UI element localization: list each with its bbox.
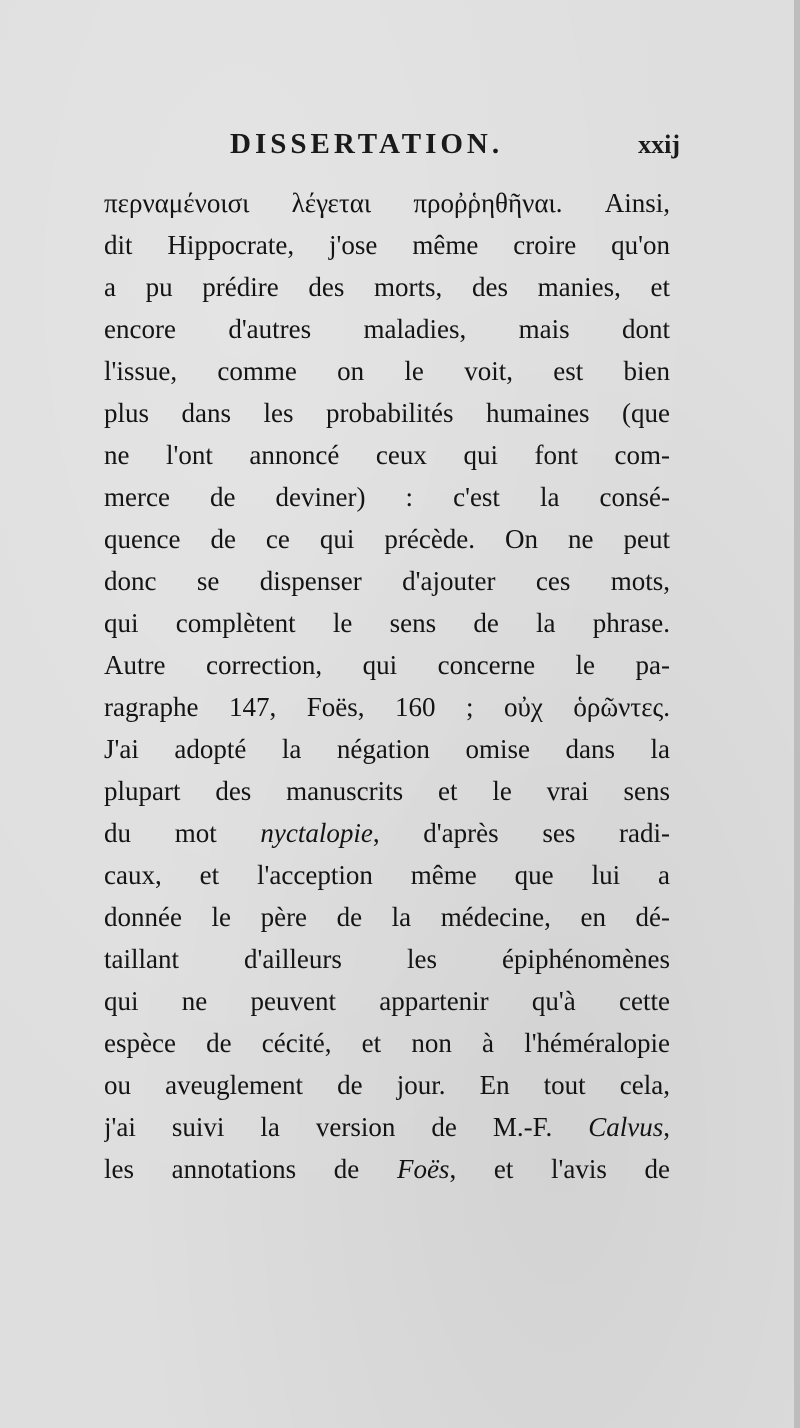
line-text: ragraphe 147, Foës, 160 ; οὐχ ὁρῶντες.: [104, 692, 670, 722]
text-line: [104, 350, 670, 392]
line-text: qui ne peuvent appartenir qu'à cette: [104, 986, 670, 1016]
line-text: ne l'ont annoncé ceux qui font com-: [104, 440, 670, 470]
text-line: [104, 770, 670, 812]
text-line: [104, 980, 670, 1022]
line-text: donc se dispenser d'ajouter ces mots,: [104, 566, 670, 596]
text-line: [104, 1064, 670, 1106]
line-text: Autre correction, qui concerne le pa-: [104, 650, 670, 680]
line-text: J'ai adopté la négation omise dans la: [104, 734, 670, 764]
text-line: [104, 1022, 670, 1064]
text-line: [104, 644, 670, 686]
text-line: [104, 728, 670, 770]
running-title: DISSERTATION.: [230, 128, 504, 160]
line-text: du mot: [104, 818, 261, 848]
text-line: [104, 812, 670, 854]
page-edge: [794, 0, 800, 1428]
line-text: j'ai suivi la version de M.-F.: [104, 1112, 589, 1142]
italic-text: nyctalopie: [260, 818, 373, 848]
text-line: [104, 392, 670, 434]
line-text: ou aveuglement de jour. En tout cela,: [104, 1070, 670, 1100]
text-line: [104, 518, 670, 560]
line-text: quence de ce qui précède. On ne peut: [104, 524, 670, 554]
text-line: [104, 938, 670, 980]
line-text: , et l'avis de: [449, 1154, 670, 1184]
line-text: l'issue, comme on le voit, est bien: [104, 356, 670, 386]
line-text: espèce de cécité, et non à l'héméralopie: [104, 1028, 670, 1058]
text-line: [104, 602, 670, 644]
text-line: [104, 854, 670, 896]
italic-text: Calvus: [588, 1112, 664, 1142]
text-line: [104, 308, 670, 350]
line-text: qui complètent le sens de la phrase.: [104, 608, 670, 638]
line-text: plupart des manuscrits et le vrai sens: [104, 776, 670, 806]
line-text: caux, et l'acception même que lui a: [104, 860, 670, 890]
text-line: [104, 182, 670, 224]
line-text: dit Hippocrate, j'ose même croire qu'on: [104, 230, 670, 260]
line-text: , d'après ses radi-: [372, 818, 670, 848]
page-header: [230, 128, 680, 172]
line-text: encore d'autres maladies, mais dont: [104, 314, 670, 344]
text-line: [104, 266, 670, 308]
line-text: les annotations de: [104, 1154, 397, 1184]
text-line: [104, 560, 670, 602]
text-line: [104, 1106, 670, 1148]
text-line: [104, 1148, 670, 1190]
text-line: [104, 476, 670, 518]
line-text: περναμένοισι λέγεται προῤῥηθῆναι. Ainsi,: [104, 188, 670, 218]
line-text: merce de deviner) : c'est la consé-: [104, 482, 670, 512]
line-text: plus dans les probabilités humaines (que: [104, 398, 670, 428]
body-text: [104, 182, 670, 1190]
text-line: [104, 434, 670, 476]
line-text: donnée le père de la médecine, en dé-: [104, 902, 670, 932]
italic-text: Foës: [396, 1154, 450, 1184]
text-line: [104, 896, 670, 938]
line-text: taillant d'ailleurs les épiphénomènes: [104, 944, 670, 974]
page-number: xxij: [638, 130, 680, 159]
text-line: [104, 686, 670, 728]
text-line: [104, 224, 670, 266]
line-text: a pu prédire des morts, des manies, et: [104, 272, 670, 302]
line-text: ,: [663, 1112, 670, 1142]
